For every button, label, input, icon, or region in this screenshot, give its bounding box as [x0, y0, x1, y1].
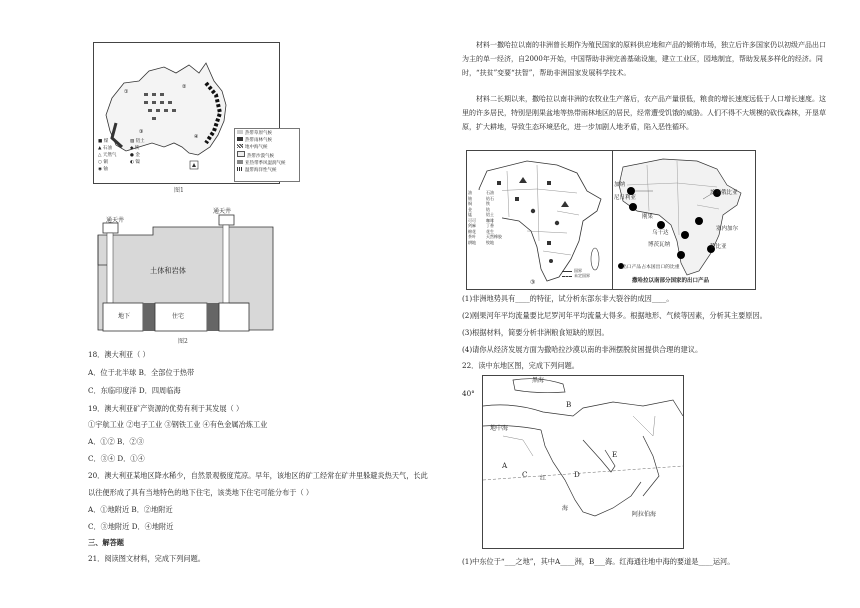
- gold-icon: ● 金: [130, 153, 140, 158]
- resource-legend-item: 棉花: [468, 228, 476, 234]
- question-22-1: (1)中东位于“___之地”，其中A____洲，B___海。红海通往地中海的要道是____运河。: [462, 557, 735, 566]
- latitude-label: 40°: [462, 389, 475, 398]
- oil-icon: ▲ 石油: [98, 146, 112, 151]
- question-19-options-cd: C．③④ D．①④: [88, 454, 145, 463]
- country-label-nigeria: 尼日利亚: [614, 195, 637, 201]
- question-22: 22．读中东地区图，完成下列问题。: [462, 361, 579, 370]
- climate-legend-item: 温带海洋性气候: [237, 167, 297, 174]
- resource-legend-item: 茶叶: [468, 234, 476, 239]
- svg-text:①: ①: [124, 89, 129, 95]
- basement-label: 地下: [118, 313, 131, 320]
- resource-legend-item: 咖啡: [486, 217, 494, 223]
- export-legend-title: 出口产品占本国出口的比重: [622, 265, 680, 270]
- country-label-congo: 刚果: [642, 214, 654, 220]
- shaft-label-left: 通天井: [106, 217, 125, 224]
- country-label-uganda: 乌干达: [652, 230, 669, 236]
- red-sea-label-2: 海: [562, 505, 569, 512]
- svg-text:③: ③: [139, 129, 144, 135]
- resource-legend-item: 石油: [486, 190, 494, 195]
- question-20-options-ab: A．①地附近 B．②地附近: [88, 505, 173, 514]
- resource-legend-item: 锰: [468, 212, 472, 217]
- question-18-options-ab: A．位于北半球 B．全部位于热带: [88, 368, 195, 377]
- map-point-a: A: [502, 461, 508, 470]
- question-18: 18．澳大利亚（ ）: [88, 350, 150, 359]
- resource-legend-item: 铝土: [486, 212, 494, 217]
- climate-legend: [234, 128, 300, 182]
- resource-legend-item: 铁: [486, 201, 490, 206]
- shaft-label-right: 通天井: [213, 208, 232, 215]
- bauxite-icon: ▨ 铝土: [130, 139, 145, 144]
- black-sea-label: 黑海: [532, 377, 545, 384]
- question-19-options-ab: A．①② B．②③: [88, 437, 144, 446]
- map-point-d: D: [574, 470, 580, 479]
- question-20-line1: 20．澳大利亚某地区降水稀少，自然景观极度荒凉。早年，该地区的矿工经常在矿井里躲避炎热天气，长此: [88, 471, 428, 480]
- middle-east-drawing: [483, 376, 683, 548]
- question-21: 21．阅读图文材料，完成下列问题。: [88, 554, 205, 563]
- resource-legend-item: 钴: [486, 206, 490, 212]
- map-point-c: C: [522, 470, 528, 479]
- iron-icon: ◆ 铁: [130, 146, 140, 151]
- nickel-icon: ◐ 镍: [130, 160, 140, 165]
- copper-icon: ○ 铜: [98, 160, 108, 165]
- middle-east-map: [482, 375, 684, 549]
- question-21-2: (2)刚果河年平均流量要比尼罗河年平均流量大得多。根据地形、气候等因素，分析其主要原因。: [462, 311, 767, 320]
- figure-2-caption: 图2: [178, 338, 188, 345]
- resource-symbol-legend: [98, 138, 158, 173]
- question-19-items: ①宇航工业 ②电子工业 ③钢铁工业 ④有色金属冶炼工业: [88, 420, 268, 429]
- climate-legend-item: 亚热带季风湿润气候: [237, 160, 297, 167]
- climate-legend-item: 热带沙漠气候: [237, 151, 297, 160]
- house-label: 住宅: [172, 313, 185, 320]
- mediterranean-label: 地中海: [490, 425, 509, 432]
- resource-legend-item: 铜: [468, 201, 472, 206]
- coal-icon: ■ 煤: [98, 139, 109, 144]
- border-legend-item: 国界: [562, 268, 590, 273]
- resource-legend-item: 丁香: [486, 223, 494, 228]
- material-one: 材料一撒哈拉以南的非洲曾长期作为殖民国家的原料供应地和产品的倾销市场，独立后许多国家仍以初级产品出口为主的单一经济，自2000年开始，中国帮助非洲完善基础设施，建立工业区，园地制宜，帮助发展多样化的经济。同时，“扶贫”变要“扶智”，帮助非洲国家发展科学技术。: [462, 41, 826, 77]
- africa-map-marker: ③: [530, 279, 536, 286]
- question-19: 19．澳大利亚矿产资源的优势有利于其发展（ ）: [88, 404, 244, 413]
- country-label-ghana: 加纳: [614, 182, 626, 188]
- export-map-caption: 撒哈拉以南部分国家的出口产品: [632, 278, 710, 284]
- boundary-legend: [562, 268, 590, 278]
- resource-legend-item: 可可: [468, 217, 476, 223]
- svg-text:④: ④: [194, 134, 199, 140]
- resource-legend-item: 天然橡胶: [486, 234, 502, 239]
- resource-legend-item: 牧地: [486, 239, 494, 245]
- resource-legend-item: 耕地: [468, 239, 476, 245]
- climate-legend-item: 地中海气候: [237, 144, 297, 151]
- country-label-zambia: 赞比亚: [710, 244, 727, 250]
- section-heading: 三、解答题: [88, 538, 124, 547]
- question-21-4: (4)请你从经济发展方面为撒哈拉沙漠以南的非洲摆脱贫困提供合理的建议。: [462, 345, 703, 354]
- question-18-options-cd: C．东临印度洋 D．四周临海: [88, 386, 181, 395]
- map-point-b: B: [566, 400, 572, 409]
- country-label-senegal: 塞内加尔: [716, 226, 739, 232]
- uranium-icon: ◉ 铀: [98, 167, 108, 172]
- question-20-line2: 以往便形成了具有当地特色的地下住宅，该类地下住宅可能分布于（ ）: [88, 488, 314, 497]
- arabian-sea-label: 阿拉伯海: [632, 511, 657, 518]
- question-20-options-cd: C．③地附近 D．④地附近: [88, 522, 174, 531]
- country-label-ethiopia: 埃塞俄比亚: [710, 190, 738, 196]
- resource-legend-item: 金: [468, 206, 472, 212]
- soil-rock-label: 土体和岩体: [150, 266, 186, 275]
- resource-legend-item: 花生: [486, 228, 494, 234]
- resource-legend-item: 剑麻: [468, 223, 476, 228]
- climate-legend-item: 热带雨林气候: [237, 137, 297, 144]
- material-two: 材料二长期以来，撒哈拉以南非洲的农牧业生产落后，农产品产量很低，粮食的增长速度远低于人口增长速度。这里的许多居民，特别是刚果盆地等热带雨林地区的居民，经常遭受饥饿的威胁。人们不得不大规模的砍伐森林，开垦草原，扩大耕地，导致生态环境恶化，进一步加剧人地矛盾，陷入恶性循环。: [462, 95, 826, 131]
- resource-legend-item: 油: [468, 190, 472, 195]
- svg-text:②: ②: [182, 84, 187, 90]
- red-sea-label-1: 红: [540, 475, 547, 482]
- resource-legend-item: 铀: [468, 195, 472, 201]
- question-21-3: (3)根据材料，简要分析非洲粮食短缺的原因。: [462, 328, 609, 337]
- figure-1-caption: 图1: [174, 187, 184, 194]
- question-21-1: (1)非洲地势具有____的特征，试分析东部东非大裂谷的成因____。: [462, 294, 674, 303]
- country-label-botswana: 博茨瓦纳: [648, 242, 671, 248]
- map-point-e: E: [612, 450, 618, 459]
- border-legend-item: 未定国界: [562, 273, 590, 278]
- resource-legend-item: 钻石: [486, 195, 494, 201]
- gas-icon: △ 天然气: [98, 153, 117, 158]
- climate-legend-item: 热带草原气候: [237, 130, 297, 137]
- africa-resource-legend: [468, 190, 502, 245]
